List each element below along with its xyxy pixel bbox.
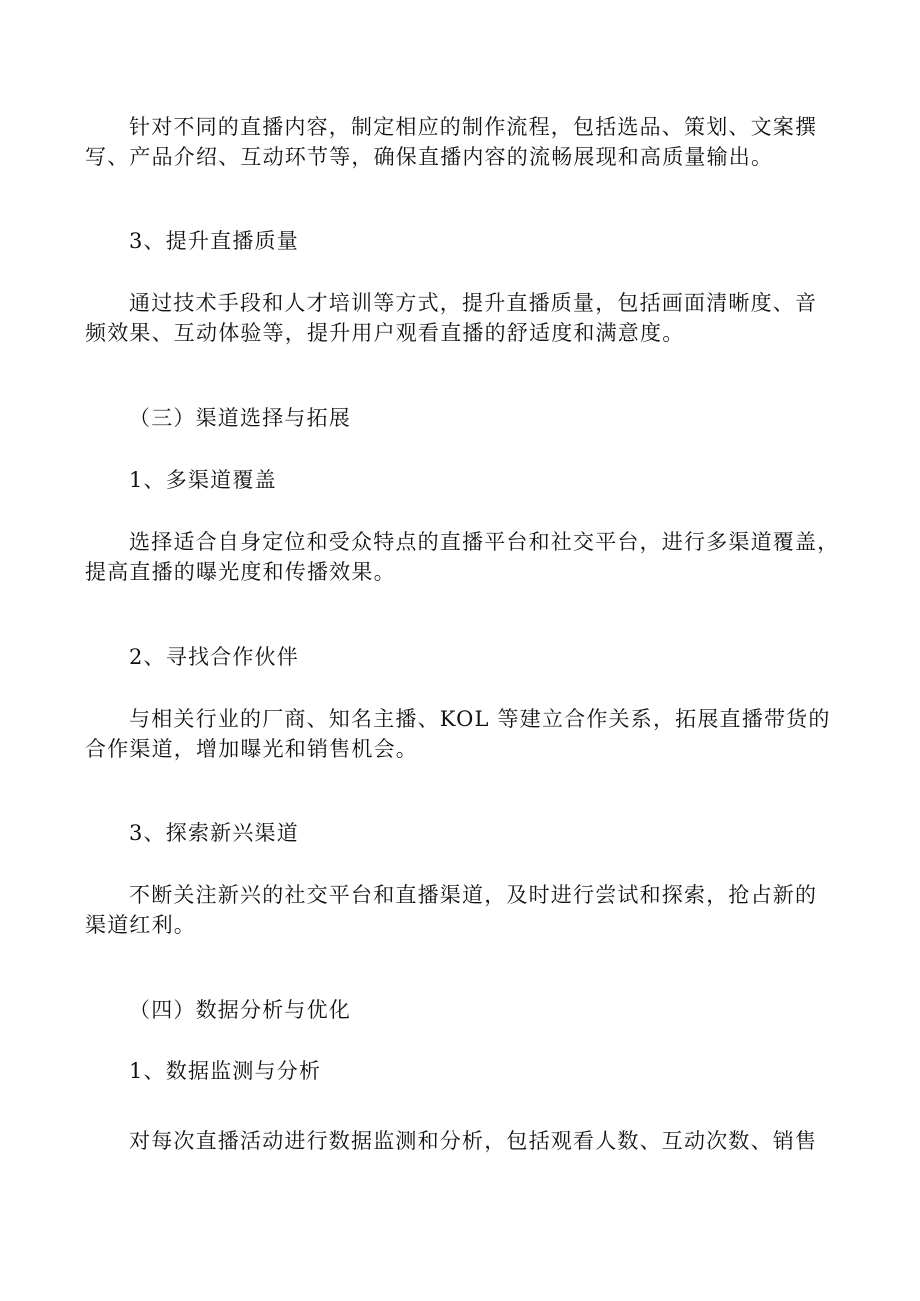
heading-text: 3、探索新兴渠道 <box>129 821 299 845</box>
paragraph-line: 合作渠道，增加曝光和销售机会。 <box>85 737 418 761</box>
paragraph-line: 对每次直播活动进行数据监测和分析，包括观看人数、互动次数、销售 <box>129 1129 818 1153</box>
section-heading-text: （四）数据分析与优化 <box>129 998 351 1022</box>
heading-data-monitoring <box>85 1056 837 1086</box>
heading-find-partners <box>85 642 837 672</box>
heading-text: 1、多渠道覆盖 <box>129 468 277 492</box>
heading-improve-quality <box>85 226 837 256</box>
heading-text: 1、数据监测与分析 <box>129 1059 322 1083</box>
section-heading-data <box>85 995 837 1025</box>
paragraph-line: 频效果、互动体验等，提升用户观看直播的舒适度和满意度。 <box>85 321 685 345</box>
heading-new-channels <box>85 818 837 848</box>
paragraph-multi-channel <box>85 527 840 587</box>
paragraph-line: 提高直播的曝光度和传播效果。 <box>85 560 396 584</box>
paragraph-line: 通过技术手段和人才培训等方式，提升直播质量，包括画面清晰度、音 <box>129 291 818 315</box>
heading-multi-channel <box>85 465 837 495</box>
section-heading-channels <box>85 403 837 433</box>
paragraph-line: 渠道红利。 <box>85 913 196 937</box>
paragraph-line: 选择适合自身定位和受众特点的直播平台和社交平台，进行多渠道覆盖， <box>129 530 840 554</box>
heading-text: 2、寻找合作伙伴 <box>129 645 299 669</box>
paragraph-line: 不断关注新兴的社交平台和直播渠道，及时进行尝试和探索，抢占新的 <box>129 883 818 907</box>
paragraph-data-monitoring <box>85 1126 837 1156</box>
paragraph-quality <box>85 288 837 348</box>
section-heading-text: （三）渠道选择与拓展 <box>129 406 351 430</box>
paragraph-line: 写、产品介绍、互动环节等，确保直播内容的流畅展现和高质量输出。 <box>85 145 774 169</box>
heading-text: 3、提升直播质量 <box>129 229 299 253</box>
paragraph-production-process <box>85 112 837 172</box>
paragraph-line: 针对不同的直播内容，制定相应的制作流程，包括选品、策划、文案撰 <box>129 115 818 139</box>
paragraph-partners <box>85 704 837 764</box>
paragraph-new-channels <box>85 880 837 940</box>
paragraph-line: 与相关行业的厂商、知名主播、KOL 等建立合作关系，拓展直播带货的 <box>129 707 831 731</box>
